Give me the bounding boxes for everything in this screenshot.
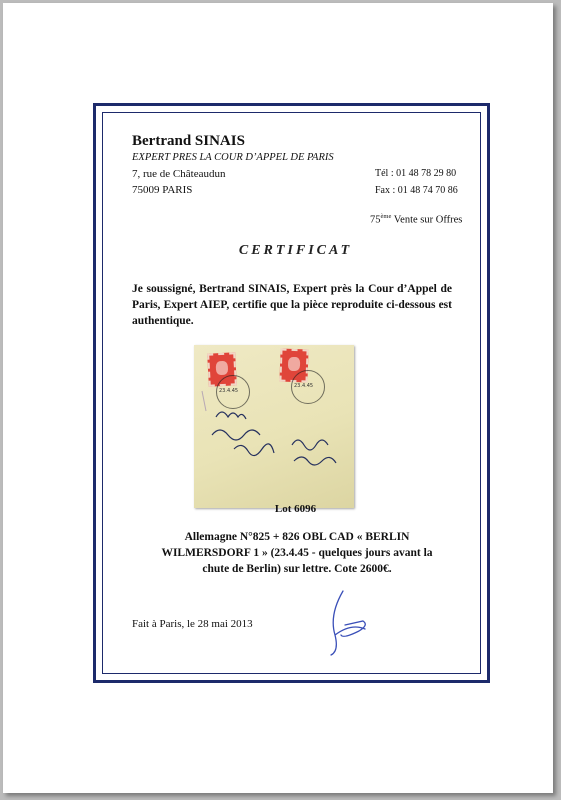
place-and-date: Fait à Paris, le 28 mai 2013 bbox=[132, 618, 253, 630]
handwritten-address bbox=[194, 345, 354, 508]
fax-number: Fax : 01 48 74 70 86 bbox=[375, 185, 458, 196]
envelope-photo bbox=[194, 345, 354, 508]
certificate-inner-border bbox=[102, 112, 481, 674]
expert-name: Bertrand SINAIS bbox=[132, 133, 245, 149]
address-city: 75009 PARIS bbox=[132, 184, 193, 196]
certification-statement: Je soussigné, Bertrand SINAIS, Expert près la Cour d’Appel de Paris, Expert AIEP, certifie que la pièce reproduite ci-dessous est authentique. bbox=[132, 283, 452, 327]
postmark-left: 23.4.45 bbox=[216, 375, 250, 409]
sale-label bbox=[370, 213, 462, 226]
certificate-title: CERTIFICAT bbox=[238, 243, 353, 258]
address-street: 7, rue de Châteaudun bbox=[132, 168, 226, 180]
postmark-right: 23.4.45 bbox=[291, 370, 325, 404]
item-description: Allemagne N°825 + 826 OBL CAD « BERLIN WILMERSDORF 1 » (23.4.45 - quelques jours avant la chute de Berlin) sur lettre. Cote 2600€. bbox=[161, 531, 433, 575]
sale-text: Vente sur Offres bbox=[391, 214, 463, 226]
certificate-page bbox=[3, 3, 553, 793]
sale-number: 75 bbox=[370, 214, 381, 226]
expert-signature bbox=[315, 585, 385, 657]
certificate-border bbox=[93, 103, 490, 683]
sale-number-suffix: ème bbox=[380, 213, 392, 220]
lot-number: Lot 6096 bbox=[274, 503, 317, 515]
phone-number: Tél : 01 48 78 29 80 bbox=[375, 168, 457, 179]
expert-title: EXPERT PRES LA COUR D’APPEL DE PARIS bbox=[132, 152, 334, 163]
